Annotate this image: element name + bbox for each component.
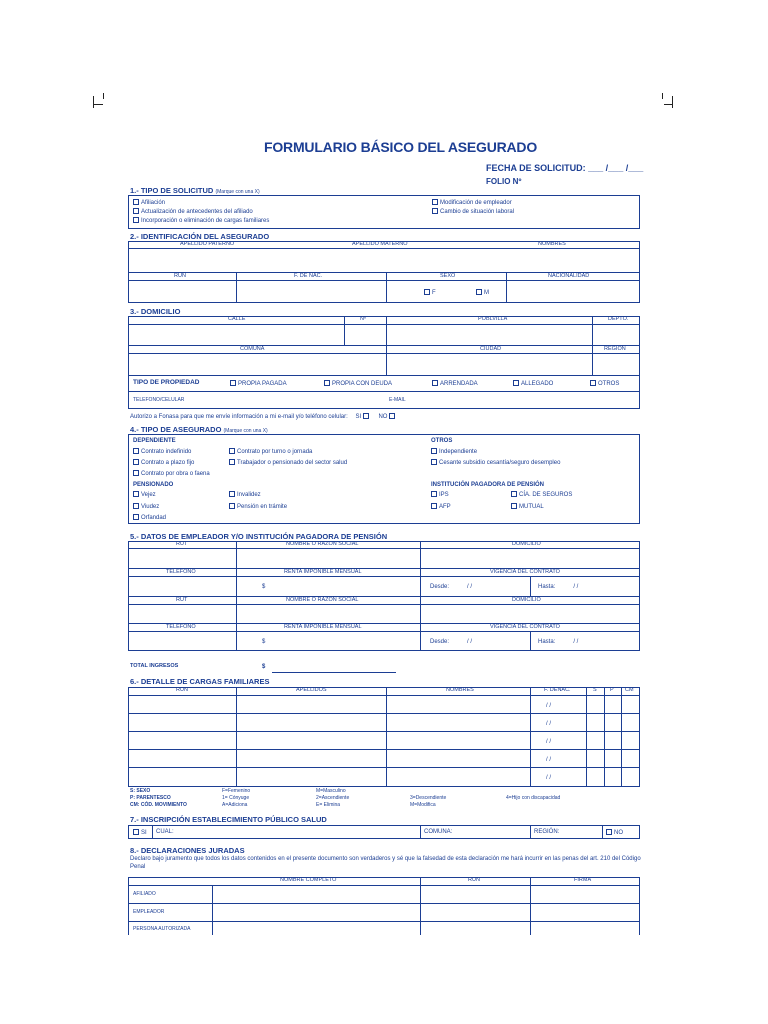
section-4-note: (Marque con una X) [223,428,268,434]
s5-line [128,623,640,624]
legend-discapacidad: 4=Hijo con discapacidad [506,795,561,801]
legend-modifica: M=Modifica [410,802,436,808]
cargas-col-cm: CM [625,687,634,693]
inscripcion-comuna: COMUNA: [424,829,453,835]
cargas-col-fnac: F. DENAC. [544,687,571,693]
pen-vejez[interactable]: Vejez [133,491,156,498]
emp2-vigencia: VIGENCIA DEL CONTRATO [490,624,560,630]
telefono-celular-label: TELEFONO/CELULAR [133,397,185,403]
fecha-solicitud[interactable]: FECHA DE SOLICITUD: ___ /___ /___ [486,163,644,173]
otros-cesante[interactable]: Cesante subsidio cesantía/seguro desempleo [431,459,560,466]
s6-line [128,731,640,732]
emp2-peso: $ [262,639,266,645]
checkbox-icon[interactable] [133,491,139,497]
col-region: REGION [604,346,626,352]
crop-mark-left-tick [103,93,104,99]
legend-femenino: F=Femenino [222,788,251,794]
col-poblvilla: POBLVILLA [478,316,508,322]
s6-vline [621,687,622,787]
s8-vline [530,877,531,935]
crop-mark-left [93,96,94,108]
s3-vline [386,316,387,375]
col-apellido-paterno: APELLIDO PATERNO [180,241,235,247]
emp2-nombre: NOMBRE O RAZON SOCIAL [286,597,359,603]
checkbox-icon[interactable] [389,413,395,419]
decl-col-nombre: NOMBRE COMPLETO [280,877,337,883]
section-1-note: (Marque con una X) [215,189,260,195]
checkbox-icon[interactable] [133,217,139,223]
cargas-date-1[interactable]: / / [546,703,552,709]
s3-line [128,391,640,392]
crop-mark-left-h [93,104,103,105]
decl-row-persona: PERSONA AUTORIZADA [133,926,191,932]
checkbox-icon[interactable] [229,503,235,509]
s8-vline [420,877,421,935]
cargas-date-3[interactable]: / / [546,739,552,745]
section-6-box [128,687,640,787]
legend-masculino: M=Masculino [316,788,346,794]
cargas-date-5[interactable]: / / [546,775,552,781]
cargas-col-apellidos: APELLIDOS [296,687,327,693]
s7-vline [530,825,531,839]
dep-indefinido[interactable]: Contrato indefinido [133,448,191,455]
s3-line [128,345,640,346]
s8-line [128,921,640,922]
col-numero: Nº [360,316,366,322]
opt-incorporacion[interactable]: Incorporación o eliminación de cargas familiares [133,217,269,224]
prop-propia-deuda[interactable]: PROPIA CON DEUDA [324,380,392,387]
checkbox-icon[interactable] [432,199,438,205]
cargas-col-p: P [610,687,614,693]
autorizo-text: Autorizo a Fonasa para que me envíe información a mi e-mail y/o teléfono celular: SI NO [130,413,397,420]
email-label: E-MAIL [389,397,406,403]
checkbox-icon[interactable] [431,491,437,497]
opt-afiliacion[interactable]: Afiliación [133,199,165,206]
col-sexo: SEXO [440,273,456,279]
checkbox-icon[interactable] [431,448,437,454]
col-calle: CALLE [228,316,246,322]
checkbox-icon[interactable] [133,199,139,205]
pen-viudez[interactable]: Viudez [133,503,159,510]
col-comuna: COMUNA [240,346,265,352]
section-2-title: 2.- IDENTIFICACIÓN DEL ASEGURADO [130,232,270,241]
prop-allegado[interactable]: ALLEGADO [513,380,553,387]
inscripcion-cual: CUAL: [156,829,174,835]
checkbox-icon[interactable] [133,448,139,454]
checkbox-icon[interactable] [432,208,438,214]
s3-vline [344,316,345,345]
decl-row-empleador: EMPLEADOR [133,909,165,915]
s7-vline [152,825,153,839]
s5-line [128,596,640,597]
emp1-renta: RENTA IMPONIBLE MENSUAL [284,569,362,575]
section-5-title: 5.- DATOS DE EMPLEADOR Y/O INSTITUCIÓN PAGADORA DE PENSIÓN [130,532,388,541]
legend-ascendiente: 2=Ascendiente [316,795,350,801]
section-8-title: 8.- DECLARACIONES JURADAS [130,846,245,855]
sex-f-option[interactable]: F [424,289,436,296]
s7-vline [420,825,421,839]
checkbox-icon[interactable] [230,380,236,386]
dep-sector-salud[interactable]: Trabajador o pensionado del sector salud [229,459,347,466]
checkbox-icon[interactable] [513,380,519,386]
checkbox-icon[interactable] [229,459,235,465]
section-7-box [128,825,640,839]
autorizo-si[interactable]: SI [355,414,370,420]
checkbox-icon[interactable] [424,289,430,295]
inst-ips[interactable]: IPS [431,491,449,498]
cargas-date-2[interactable]: / / [546,721,552,727]
col-nacionalidad: NACIONALIDAD [548,273,590,279]
checkbox-icon[interactable] [511,491,517,497]
decl-col-run: RUN [468,877,480,883]
decl-row-afiliado: AFILIADO [133,891,156,897]
inscripcion-si[interactable]: SI [133,829,147,836]
checkbox-icon[interactable] [133,829,139,835]
section-3-title: 3.- DOMICILIO [130,307,181,316]
emp2-telefono: TELEFONO [166,624,196,630]
s6-vline [530,687,531,787]
emp2-hasta[interactable]: Hasta: / / [538,639,579,645]
checkbox-icon[interactable] [324,380,330,386]
inscripcion-region: REGIÓN: [534,829,560,835]
s3-line [128,353,640,354]
checkbox-icon[interactable] [229,491,235,497]
s3-vline [592,316,593,375]
emp1-vigencia: VIGENCIA DEL CONTRATO [490,569,560,575]
cargas-col-run: RUN [176,687,188,693]
s5-line [128,548,640,549]
col-depto: DEPTO. [608,316,629,322]
s6-vline [604,687,605,787]
s3-line [128,324,640,325]
sex-m-option[interactable]: M [476,289,489,296]
prop-propia-pagada[interactable]: PROPIA PAGADA [230,380,287,387]
s3-line [128,375,640,376]
checkbox-icon[interactable] [431,459,437,465]
s5-line [128,604,640,605]
section-6-title: 6.- DETALLE DE CARGAS FAMILIARES [130,677,270,686]
crop-mark-right [672,96,673,108]
inst-mutual[interactable]: MUTUAL [511,503,544,510]
col-fnac: F. DE NAC. [294,273,323,279]
total-ingresos-label: TOTAL INGRESOS [130,663,179,669]
emp1-peso: $ [262,584,266,590]
emp2-desde[interactable]: Desde: / / [430,639,473,645]
checkbox-icon[interactable] [133,503,139,509]
section-4-title [130,425,268,434]
emp1-rut: RUT [176,541,188,547]
autorizo-no[interactable]: NO [378,414,397,420]
legend-conyuge: 1= Cónyuge [222,795,250,801]
s8-line [128,885,640,886]
crop-mark-right-tick [662,93,663,99]
checkbox-icon[interactable] [363,413,369,419]
prop-arrendada[interactable]: ARRENDADA [432,380,478,387]
s2-line [128,248,640,249]
prop-otros[interactable]: OTROS [590,380,619,387]
checkbox-icon[interactable] [590,380,596,386]
s2-vline [386,272,387,303]
otros-independiente[interactable]: Independiente [431,448,477,455]
s6-line [128,695,640,696]
s5-line [128,631,640,632]
section-1-title [130,186,260,195]
checkbox-icon[interactable] [511,503,517,509]
checkbox-icon[interactable] [133,470,139,476]
cargas-col-s: S [593,687,597,693]
emp1-nombre: NOMBRE O RAZON SOCIAL [286,541,359,547]
cargas-date-4[interactable]: / / [546,757,552,763]
s2-line [128,280,640,281]
checkbox-icon[interactable] [606,829,612,835]
otros-label: OTROS [431,438,453,444]
s2-vline [236,272,237,303]
checkbox-icon[interactable] [432,380,438,386]
checkbox-icon[interactable] [431,503,437,509]
pen-tramite[interactable]: Pensión en trámite [229,503,287,510]
checkbox-icon[interactable] [476,289,482,295]
institucion-label: INSTITUCIÓN PAGADORA DE PENSIÓN [431,482,545,488]
opt-actualizacion[interactable]: Actualización de antecedentes del afiliado [133,208,253,215]
emp1-hasta[interactable]: Hasta: / / [538,584,579,590]
s5-vline [420,541,421,651]
s6-line [128,749,640,750]
form-title: FORMULARIO BÁSICO DEL ASEGURADO [264,139,538,155]
legend-cod-movimiento: CM: CÓD. MOVIMIENTO [130,802,187,808]
section-3-box [128,316,640,409]
inscripcion-no[interactable]: NO [606,829,623,836]
s2-vline [506,272,507,303]
legend-adiciona: A=Adiciona [222,802,248,808]
legend-sexo: S: SEXO [130,788,151,794]
s8-vline [212,885,213,935]
dep-obra-faena[interactable]: Contrato por obra o faena [133,470,210,477]
section-1-heading: 1.- TIPO DE SOLICITUD [130,186,214,195]
s5-line [128,576,640,577]
inst-cia-seguros[interactable]: CÍA. DE SEGUROS [511,491,572,498]
declaracion-text: Declaro bajo juramento que todos los datos contenidos en el presente documento son verdaderos y sé que la falsedad de esta declaración me hará incurrir en las penas del art. 210 del Código Penal [130,856,641,870]
s6-vline [386,687,387,787]
section-4-heading: 4.- TIPO DE ASEGURADO [130,425,222,434]
legend-elimina: E= Elimina [316,802,341,808]
checkbox-icon[interactable] [133,514,139,520]
s5-vline [530,576,531,596]
s5-line [128,568,640,569]
s8-line [128,903,640,904]
pensionado-label: PENSIONADO [133,482,174,488]
legend-parentesco: P: PARENTESCO [130,795,171,801]
emp1-domicilio: DOMICILIO [512,541,541,547]
dep-plazo-fijo[interactable]: Contrato a plazo fijo [133,459,194,466]
dep-turno[interactable]: Contrato por turno o jornada [229,448,312,455]
checkbox-icon[interactable] [133,208,139,214]
section-4-box [128,434,640,524]
crop-mark-right-h [664,104,673,105]
pen-invalidez[interactable]: Invalidez [229,491,261,498]
emp2-domicilio: DOMICILIO [512,597,541,603]
decl-col-firma: FIRMA [574,877,592,883]
s6-vline [236,687,237,787]
section-7-title: 7.- INSCRIPCIÓN ESTABLECIMIENTO PÚBLICO SALUD [130,815,327,824]
folio-number: FOLIO Nº [486,177,522,186]
inst-afp[interactable]: AFP [431,503,451,510]
s6-line [128,767,640,768]
opt-modificacion[interactable]: Modificación de empleador [432,199,512,206]
s5-vline [530,631,531,651]
emp1-desde[interactable]: Desde: / / [430,584,473,590]
pen-orfandad[interactable]: Orfandad [133,514,166,521]
emp1-telefono: TELEFONO [166,569,196,575]
total-ingresos-peso: $ [262,664,266,670]
col-ciudad: CIUDAD [480,346,502,352]
legend-descendiente: 3=Descendiente [410,795,447,801]
cargas-col-nombres: NOMBRES [446,687,474,693]
s6-line [128,713,640,714]
opt-cambio[interactable]: Cambio de situación laboral [432,208,514,215]
emp2-rut: RUT [176,597,188,603]
s6-vline [586,687,587,787]
checkbox-icon[interactable] [229,448,235,454]
checkbox-icon[interactable] [133,459,139,465]
s7-vline [602,825,603,839]
emp2-renta: RENTA IMPONIBLE MENSUAL [284,624,362,630]
dependiente-label: DEPENDIENTE [133,438,176,444]
col-run: RUN [174,273,186,279]
tipo-propiedad-label: TIPO DE PROPIEDAD [133,379,200,386]
s5-vline [236,541,237,651]
total-ingresos-line[interactable] [272,672,396,673]
col-apellido-materno: APELLIDO MATERNO [352,241,408,247]
col-nombres: NOMBRES [538,241,566,247]
